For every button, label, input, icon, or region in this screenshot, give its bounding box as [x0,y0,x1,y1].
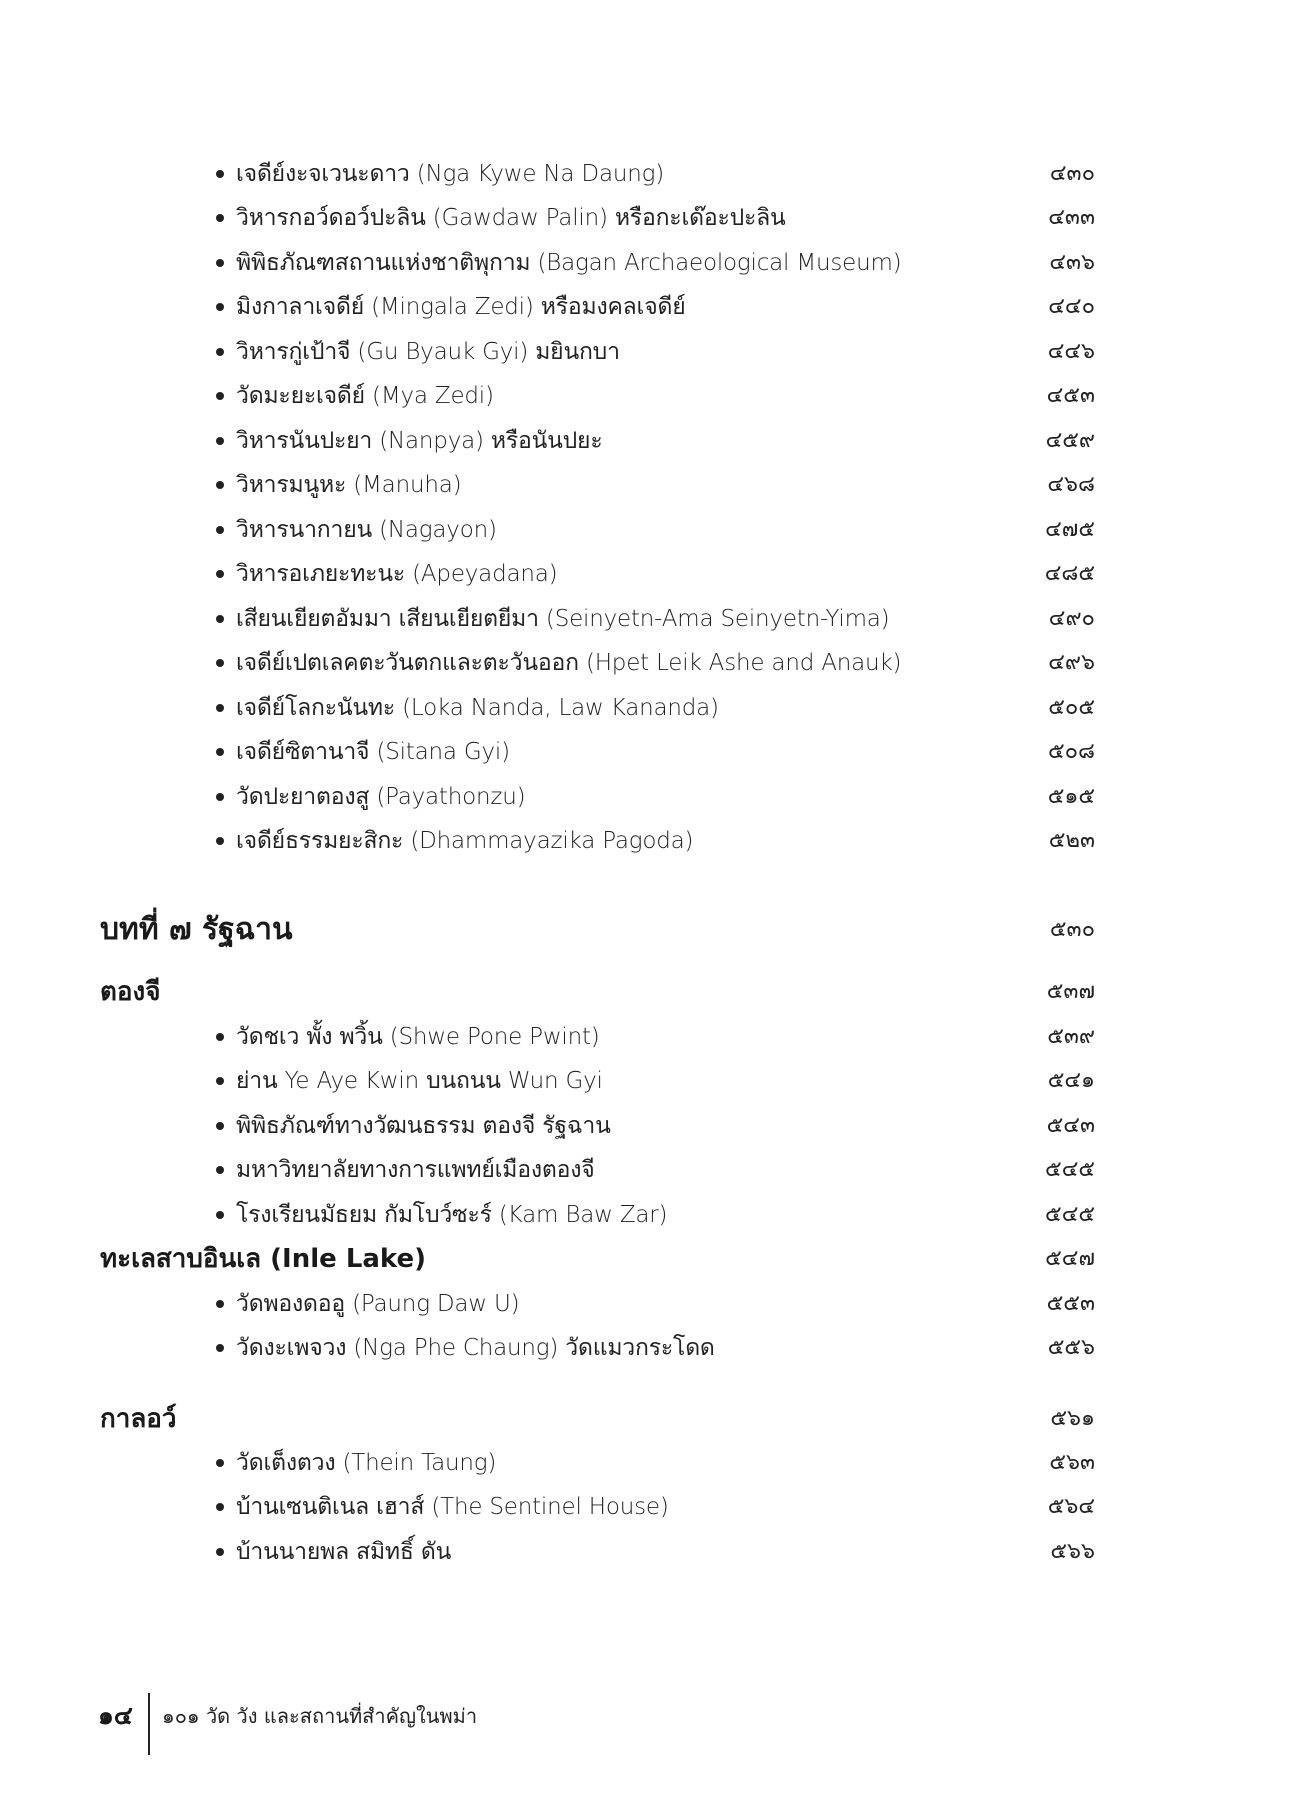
section-page: ๕๓๗ [1046,979,1095,1004]
footer-book-title: ๑๐๑ วัด วัง และสถานที่สำคัญในพม่า [162,1704,478,1728]
toc-entry [0,1059,1300,1103]
bullet-icon [216,1344,224,1352]
toc-entry-label: วิหารนันปะยา (Nanpya) หรือนันปยะ [236,428,603,454]
toc-entry-page: ๕๕๓ [1046,1291,1095,1316]
bullet-icon [216,615,224,623]
toc-entry-page: ๔๖๘ [1047,472,1095,497]
toc-entry-page: ๔๓๐ [1049,161,1095,186]
toc-entry-label: วัดเต็งตวง (Thein Taung) [236,1450,497,1476]
toc-entry-page: ๕๔๓ [1046,1113,1095,1138]
toc-entry-page: ๔๙๐ [1048,606,1095,631]
toc-entry-label: บ้านนายพล สมิทธิ์ ดัน [236,1539,452,1565]
bullet-icon [216,348,224,356]
toc-entry-label: เจดีย์ธรรมยะสิกะ (Dhammayazika Pagoda) [236,828,694,854]
toc-section-taunggyi [0,970,1300,1014]
toc-entry-page: ๕๔๑ [1047,1068,1095,1093]
toc-entry [0,1326,1300,1370]
bullet-icon [216,1503,224,1511]
toc-entry-page: ๔๔๐ [1048,294,1095,319]
toc-entry-page: ๕๒๓ [1048,828,1095,853]
section-title: กาลอว์ [100,1404,177,1434]
toc-entry-label: เจดีย์โลกะนันทะ (Loka Nanda, Law Kananda) [236,695,719,721]
toc-entry-page: ๕๖๔ [1047,1494,1095,1519]
toc-entry-page: ๔๙๖ [1048,650,1095,675]
toc-entry-page: ๔๗๕ [1045,517,1095,542]
bullet-icon [216,704,224,712]
bullet-icon [216,793,224,801]
toc-entry [0,641,1300,685]
bullet-icon [216,1166,224,1174]
section-title: ตองจี [100,977,161,1007]
bullet-icon [216,1300,224,1308]
toc-entry-page: ๔๓๖ [1049,250,1095,275]
toc-entry [0,597,1300,641]
toc-entry-label: เสียนเยียตอัมมา เสียนเยียตยีมา (Seinyetn-Ama Seinyetn-Yima) [236,606,890,632]
toc-entry-label: พิพิธภัณฑ์ทางวัฒนธรรม ตองจี รัฐฉาน [236,1113,611,1139]
toc-entry-label: วัดงะเพจวง (Nga Phe Chaung) วัดแมวกระโดด [236,1335,715,1361]
toc-entry-label: วิหารมนูหะ (Manuha) [236,472,462,498]
toc-entry [0,730,1300,774]
bullet-icon [216,259,224,267]
toc-section-kalaw [0,1397,1300,1441]
toc-entry-label: บ้านเซนติเนล เฮาส์ (The Sentinel House) [236,1494,669,1520]
toc-entry-page: ๔๓๓ [1048,205,1095,230]
toc-entry [0,1282,1300,1326]
toc-chapter [0,908,1300,952]
toc-entry-page: ๕๖๓ [1049,1450,1095,1475]
toc-entry [0,419,1300,463]
bullet-icon [216,170,224,178]
toc-entry [0,686,1300,730]
toc-entry-label: วัดมะยะเจดีย์ (Mya Zedi) [236,383,494,409]
toc-entry [0,1015,1300,1059]
toc-entry [0,819,1300,863]
toc-entry-label: วิหารอเภยะทะนะ (Apeyadana) [236,561,558,587]
toc-entry-label: โรงเรียนมัธยม กัมโบว์ซะร์ (Kam Baw Zar) [236,1202,668,1228]
toc-entry-label: มิงกาลาเจดีย์ (Mingala Zedi) หรือมงคลเจดีย์ [236,294,686,320]
toc-entry [0,374,1300,418]
toc-entry [0,241,1300,285]
footer-divider [148,1693,150,1755]
toc-entry-page: ๕๓๙ [1047,1024,1095,1049]
toc-entry-page: ๕๑๕ [1047,784,1095,809]
toc-entry-label: วัดชเว พั้ง พวิ้น (Shwe Pone Pwint) [236,1024,600,1050]
bullet-icon [216,1077,224,1085]
toc-entry [0,330,1300,374]
bullet-icon [216,214,224,222]
toc-entry-page: ๕๐๕ [1048,695,1095,720]
toc-entry-label: ย่าน Ye Aye Kwin บนถนน Wun Gyi [236,1068,603,1094]
bullet-icon [216,659,224,667]
bullet-icon [216,437,224,445]
section-page: ๕๖๑ [1050,1406,1095,1431]
toc-entry-label: วัดพองดออู (Paung Daw U) [236,1291,520,1317]
toc-entry-label: พิพิธภัณฑสถานแห่งชาติพุกาม (Bagan Archaeological Museum) [236,250,902,276]
toc-entry [0,1485,1300,1529]
toc-entry [0,1148,1300,1192]
toc-entry [0,775,1300,819]
bullet-icon [216,1122,224,1130]
toc-entry-label: มหาวิทยาลัยทางการแพทย์เมืองตองจี [236,1157,595,1183]
toc-entry [0,1104,1300,1148]
bullet-icon [216,1548,224,1556]
section-title: ทะเลสาบอินเล (Inle Lake) [100,1244,427,1274]
toc-entry [0,508,1300,552]
toc-entry-label: เจดีย์ซิตานาจี (Sitana Gyi) [236,739,510,765]
toc-entry-label: วิหารกู่เป้าจี (Gu Byauk Gyi) มยินกบา [236,339,620,365]
toc-entry-page: ๔๕๙ [1045,428,1095,453]
toc-entry-label: เจดีย์งะจเวนะดาว (Nga Kywe Na Daung) [236,161,664,187]
bullet-icon [216,481,224,489]
chapter-page: ๕๓๐ [1049,917,1095,942]
toc-entry [0,552,1300,596]
toc-entry-page: ๕๐๘ [1047,739,1095,764]
bullet-icon [216,748,224,756]
toc-entry [0,1441,1300,1485]
toc-entry [0,463,1300,507]
toc-section-inle-lake [0,1237,1300,1281]
footer-page-number: ๑๔ [98,1701,133,1730]
section-page: ๕๔๗ [1045,1246,1095,1271]
toc-entry-label: วิหารกอว์ดอว์ปะลิน (Gawdaw Palin) หรือกะเด๊อะปะลิน [236,205,786,231]
bullet-icon [216,1459,224,1467]
toc-entry [0,196,1300,240]
toc-entry-page: ๕๖๖ [1050,1539,1095,1564]
toc-entry-label: วัดปะยาตองสู (Payathonzu) [236,784,526,810]
chapter-title: บทที่ ๗ รัฐฉาน [100,912,293,947]
bullet-icon [216,570,224,578]
toc-entry-page: ๕๕๖ [1047,1335,1095,1360]
toc-entry-page: ๕๔๕ [1045,1157,1095,1182]
toc-entry-page: ๔๔๖ [1047,339,1095,364]
toc-entry-label: วิหารนากายน (Nagayon) [236,517,497,543]
toc-entry [0,1193,1300,1237]
toc-entry-page: ๔๘๕ [1044,561,1095,586]
bullet-icon [216,1033,224,1041]
toc-entry-label: เจดีย์เปตเลคตะวันตกและตะวันออก (Hpet Leik Ashe and Anauk) [236,650,902,676]
bullet-icon [216,303,224,311]
bullet-icon [216,837,224,845]
toc-entry-page: ๕๔๕ [1045,1202,1095,1227]
toc-entry [0,152,1300,196]
toc-entry-page: ๔๕๓ [1046,383,1095,408]
toc-entry [0,285,1300,329]
bullet-icon [216,392,224,400]
bullet-icon [216,1211,224,1219]
toc-entry [0,1530,1300,1574]
bullet-icon [216,526,224,534]
